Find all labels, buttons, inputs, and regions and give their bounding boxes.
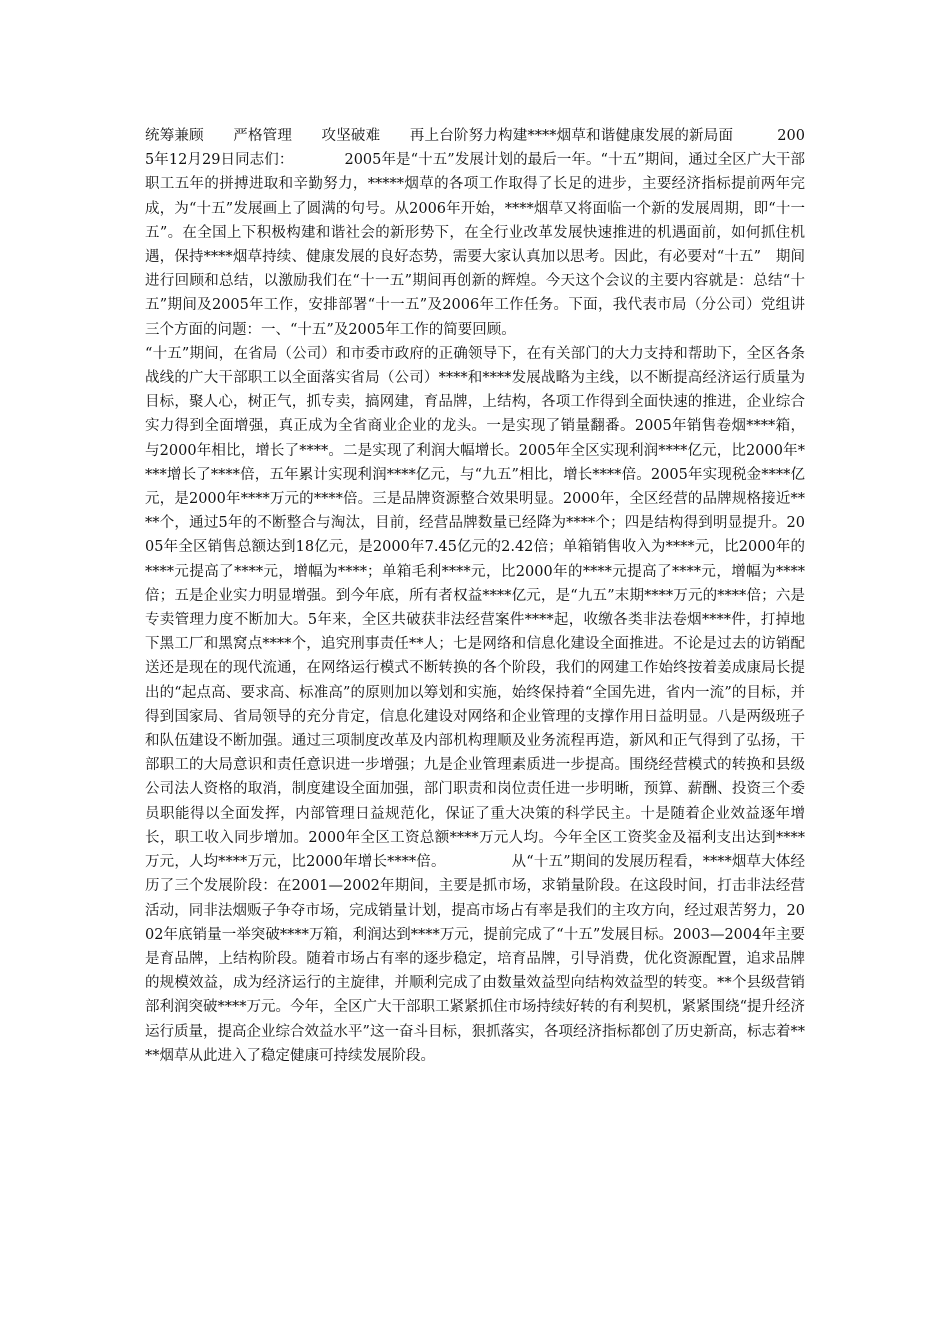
- paragraph-intro: 统筹兼顾 严格管理 攻坚破难 再上台阶努力构建****烟草和谐健康发展的新局面 2005年12月29日同志们： 2005年是“十五”发展计划的最后一年。“十五”期间，通过全区广大干部职工五年的拼搏进取和辛勤努力，*****烟草的各项工作取得了长足的进步，主要经济指标提前两年完成，为“十五”发展画上了圆满的句号。从2006年开始，****烟草又将面临一个新的发展周期，即“十一五”。在全国上下积极构建和谐社会的新形势下，在全行业改革发展快速推进的机遇面前，如何抓住机遇，保持****烟草持续、健康发展的良好态势，需要大家认真加以思考。因此，有必要对“十五” 期间进行回顾和总结，以激励我们在“十一五”期间再创新的辉煌。今天这个会议的主要内容就是：总结“十五”期间及2005年工作，安排部署“十一五”及2006年工作任务。下面，我代表市局（分公司）党组讲三个方面的问题：一、“十五”及2005年工作的简要回顾。: [145, 128, 805, 338]
- document-body: [145, 124, 805, 1068]
- paragraph-review: “十五”期间，在省局（公司）和市委市政府的正确领导下，在有关部门的大力支持和帮助下，全区各条战线的广大干部职工以全面落实省局（公司）****和****发展战略为主线，以不断提高经济运行质量为目标，聚人心，树正气，抓专卖，搞网建，育品牌，上结构，各项工作得到全面快速的推进，企业综合实力得到全面增强，真正成为全省商业企业的龙头。一是实现了销量翻番。2005年销售卷烟****箱，与2000年相比，增长了****。二是实现了利润大幅增长。2005年全区实现利润****亿元，比2000年****增长了****倍，五年累计实现利润****亿元，与“九五”相比，增长****倍。2005年实现税金****亿元，是2000年****万元的****倍。三是品牌资源整合效果明显。2000年，全区经营的品牌规格接近****个，通过5年的不断整合与淘汰，目前，经营品牌数量已经降为****个；四是结构得到明显提升。2005年全区销售总额达到18亿元，是2000年7.45亿元的2.42倍；单箱销售收入为****元，比2000年的****元提高了****元，增幅为****；单箱毛利****元，比2000年的****元提高了****元，增幅为****倍；五是企业实力明显增强。到今年底，所有者权益****亿元，是“九五”末期****万元的****倍；六是专卖管理力度不断加大。5年来，全区共破获非法经营案件****起，收缴各类非法卷烟****件，打掉地下黑工厂和黑窝点****个，追究刑事责任**人；七是网络和信息化建设全面推进。不论是过去的访销配送还是现在的现代流通，在网络运行模式不断转换的各个阶段，我们的网建工作始终按着姜成康局长提出的“起点高、要求高、标准高”的原则加以筹划和实施，始终保持着“全国先进，省内一流”的目标，并得到国家局、省局领导的充分肯定，信息化建设对网络和企业管理的支撑作用日益明显。八是两级班子和队伍建设不断加强。通过三项制度改革及内部机构理顺及业务流程再造，新风和正气得到了弘扬，干部职工的大局意识和责任意识进一步增强；九是企业管理素质进一步提高。围绕经营模式的转换和县级公司法人资格的取消，制度建设全面加强，部门职责和岗位责任进一步明晰，预算、薪酬、投资三个委员职能得以全面发挥，内部管理日益规范化，保证了重大决策的科学民主。十是随着企业效益逐年增长，职工收入同步增加。2000年全区工资总额****万元人均。今年全区工资奖金及福利支出达到****万元，人均****万元，比2000年增长****倍。 从“十五”期间的发展历程看，****烟草大体经历了三个发展阶段：在2001—2002年期间，主要是抓市场，求销量阶段。在这段时间，打击非法经营活动，同非法烟贩子争夺市场，完成销量计划，提高市场占有率是我们的主攻方向，经过艰苦努力，2002年底销量一举突破****万箱，利润达到****万元，提前完成了“十五”发展目标。2003—2004年主要是育品牌，上结构阶段。随着市场占有率的逐步稳定，培育品牌，引导消费，优化资源配置，追求品牌的规模效益，成为经济运行的主旋律，并顺利完成了由数量效益型向结构效益型的转变。**个县级营销部利润突破****万元。今年，全区广大干部职工紧紧抓住市场持续好转的有利契机，紧紧围绕“提升经济运行质量，提高企业综合效益水平”这一奋斗目标，狠抓落实，各项经济指标都创了历史新高，标志着****烟草从此进入了稳定健康可持续发展阶段。: [145, 345, 805, 1064]
